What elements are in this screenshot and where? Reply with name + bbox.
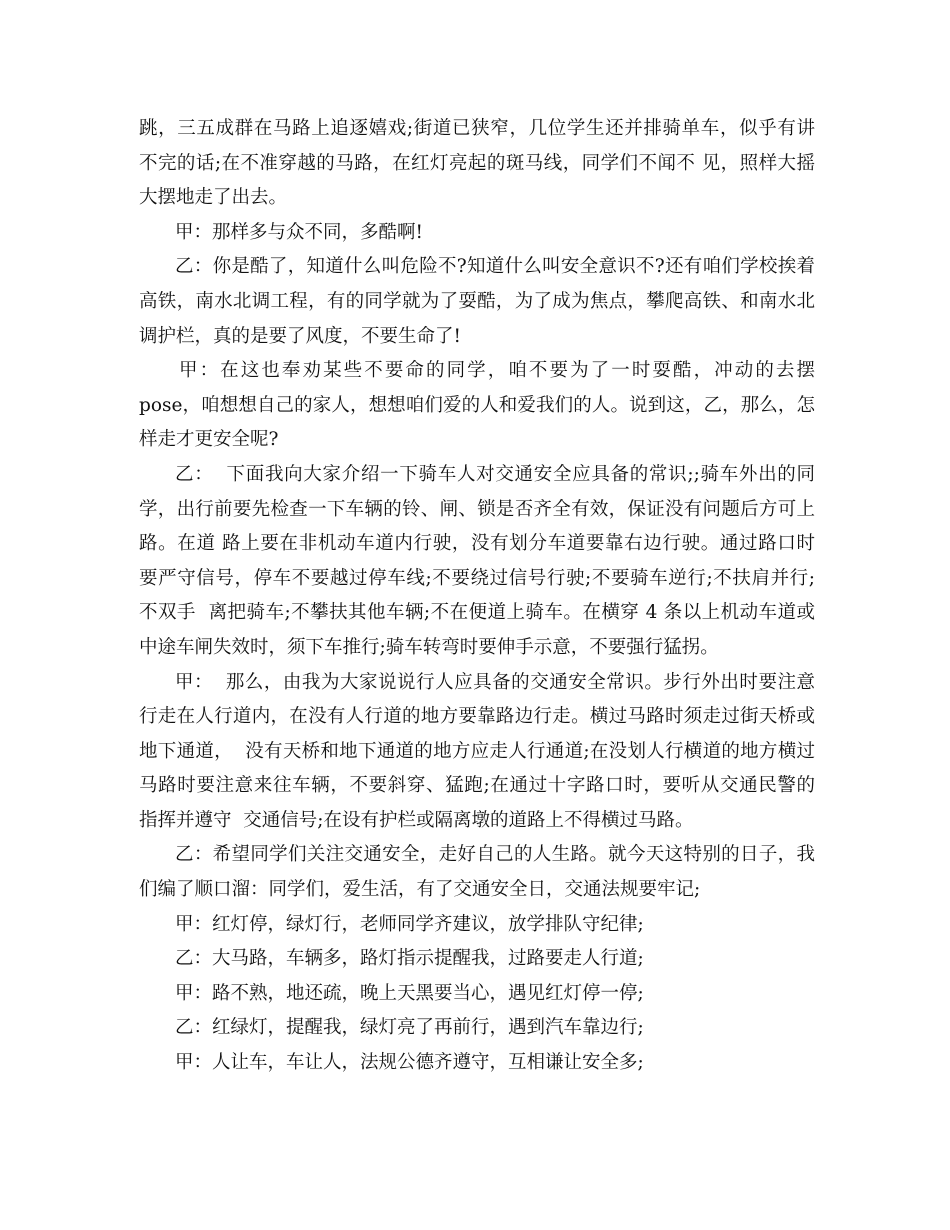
text-line: 指挥并遵守 交通信号;在设有护栏或隔离墩的道路上不得横过马路。 [139, 809, 694, 831]
text-line: 大摆地走了出去。 [139, 187, 288, 209]
text-line: 学，出行前要先检查一下车辆的铃、闸、锁是否齐全有效，保证没有问题后方可上 [139, 498, 815, 520]
text-line: 高铁，南水北调工程，有的同学就为了耍酷，为了成为焦点，攀爬高铁、和南水北 [139, 290, 815, 312]
text-line: 中途车闸失效时，须下车推行;骑车转弯时要伸手示意，不要强行猛拐。 [139, 636, 719, 658]
text-line: 跳，三五成群在马路上追逐嬉戏;街道已狭窄，几位学生还并排骑单车，似乎有讲 [139, 118, 815, 139]
text-line: pose，咱想想自己的家人，想想咱们爱的人和爱我们的人。说到这，乙，那么，怎 [139, 394, 815, 416]
text-line: 乙：希望同学们关注交通安全，走好自己的人生路。就今天这特别的日子，我 [175, 844, 815, 866]
text-line: 不双手 离把骑车;不攀扶其他车辆;不在便道上骑车。在横穿 4 条以上机动车道或 [139, 602, 815, 624]
text-line: 甲： 那么，由我为大家说说行人应具备的交通安全常识。步行外出时要注意 [175, 671, 815, 693]
text-line: 地下通道， 没有天桥和地下通道的地方应走人行通道;在没划人行横道的地方横过 [139, 740, 815, 762]
text-line: 甲：在这也奉劝某些不要命的同学，咱不要为了一时耍酷，冲动的去摆 [179, 360, 815, 382]
text-line: 马路时要注意来往车辆，不要斜穿、猛跑;在通过十字路口时，要听从交通民警的 [139, 775, 815, 797]
text-line: 乙： 下面我向大家介绍一下骑车人对交通安全应具备的常识;;骑车外出的同 [175, 463, 815, 485]
document-body-text [139, 112, 815, 1081]
text-line: 行走在人行道内，在没有人行道的地方要靠路边行走。横过马路时须走过街天桥或 [139, 706, 815, 728]
text-line: 要严守信号，停车不要越过停车线;不要绕过信号行驶;不要骑车逆行;不扶肩并行; [139, 567, 815, 589]
text-line: 甲：红灯停，绿灯行，老师同学齐建议，放学排队守纪律; [175, 913, 644, 935]
text-line: 甲：人让车，车让人，法规公德齐遵守，互相谦让安全多; [175, 1052, 644, 1074]
text-line: 甲：路不熟，地还疏，晚上天黑要当心，遇见红灯停一停; [175, 982, 644, 1004]
text-line: 路。在道 路上要在非机动车道内行驶，没有划分车道要靠右边行驶。通过路口时 [139, 533, 815, 555]
text-line: 乙：你是酷了，知道什么叫危险不?知道什么叫安全意识不?还有咱们学校挨着 [175, 256, 815, 278]
text-line: 样走才更安全呢? [139, 429, 279, 451]
text-line: 们编了顺口溜：同学们，爱生活，有了交通安全日，交通法规要牢记; [139, 879, 701, 901]
text-line: 不完的话;在不准穿越的马路，在红灯亮起的斑马线，同学们不闻不 见，照样大摇 [139, 152, 815, 174]
text-line: 乙：大马路，车辆多，路灯指示提醒我，过路要走人行道; [175, 948, 644, 970]
text-line: 甲：那样多与众不同，多酷啊! [175, 221, 423, 243]
text-line: 调护栏，真的是要了风度，不要生命了! [139, 325, 461, 347]
text-line: 乙：红绿灯，提醒我，绿灯亮了再前行，遇到汽车靠边行; [175, 1017, 644, 1039]
